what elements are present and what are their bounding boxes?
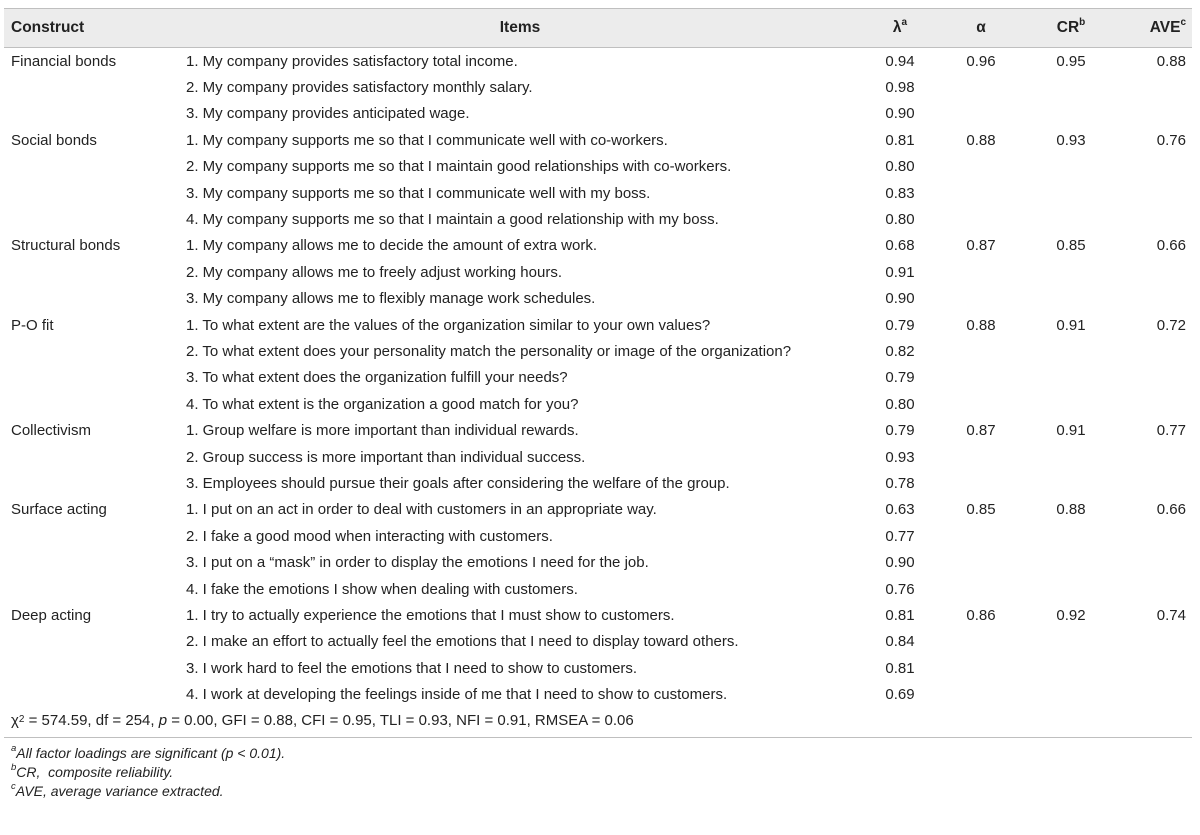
footnote-b (11, 763, 1192, 782)
lambda-cell: 0.90 (885, 105, 915, 123)
ave-cell: 0.72 (1156, 316, 1186, 334)
construct-cell: Surface acting (11, 501, 107, 519)
item-cell: 2. My company provides satisfactory monthly salary. (186, 79, 533, 97)
lambda-cell: 0.79 (885, 316, 915, 334)
cr-cell: 0.93 (1056, 131, 1086, 149)
lambda-cell: 0.63 (885, 501, 915, 519)
footnote-mark: b (11, 762, 17, 774)
lambda-cell: 0.91 (885, 263, 915, 281)
table-row (4, 602, 1192, 628)
item-cell: 1. My company allows me to decide the amount of extra work. (186, 237, 598, 255)
alpha-cell: 0.96 (966, 52, 996, 70)
lambda-cell: 0.93 (885, 448, 915, 466)
alpha-cell: 0.88 (966, 316, 996, 334)
table-row (4, 655, 1192, 681)
table-row (4, 338, 1192, 364)
lambda-cell: 0.83 (885, 184, 915, 202)
chi-symbol: χ (11, 712, 19, 730)
table-row (4, 391, 1192, 417)
header-cr-label: CR (1056, 19, 1080, 36)
table-row (4, 48, 1192, 74)
fit-statistics: χ $^2$ = 574.59, df = 254, p = 0.00, GFI = 0.88, CFI = 0.95, TLI = 0.93, NFI = 0.91, RMSEA = 0.06 (11, 712, 634, 730)
table-row (4, 74, 1192, 100)
alpha-cell: 0.87 (966, 422, 996, 440)
item-cell: 2. To what extent does your personality match the personality or image of the organization? (186, 342, 792, 360)
lambda-cell: 0.84 (885, 633, 915, 651)
alpha-cell: 0.87 (966, 237, 996, 255)
p-symbol: p (158, 712, 168, 730)
lambda-cell: 0.90 (885, 554, 915, 572)
header-ave-sup: c (1180, 16, 1186, 28)
item-cell: 3. To what extent does the organization fulfill your needs? (186, 369, 568, 387)
table-body (4, 48, 1192, 708)
lambda-cell: 0.77 (885, 527, 915, 545)
ave-cell: 0.74 (1156, 606, 1186, 624)
alpha-cell: 0.88 (966, 131, 996, 149)
table-row (4, 444, 1192, 470)
footnote-text: All factor loadings are significant (p < 0.01). (16, 744, 286, 761)
lambda-cell: 0.82 (885, 342, 915, 360)
table-row (4, 365, 1192, 391)
table-row (4, 206, 1192, 232)
footnote-text: AVE, average variance extracted. (15, 782, 224, 799)
item-cell: 3. Employees should pursue their goals after considering the welfare of the group. (186, 474, 730, 492)
table-header-row (4, 9, 1192, 47)
lambda-cell: 0.98 (885, 79, 915, 97)
construct-cell: Social bonds (11, 131, 97, 149)
table-row (4, 154, 1192, 180)
table-row (4, 180, 1192, 206)
footnote-a (11, 744, 1192, 763)
ave-cell: 0.76 (1156, 131, 1186, 149)
item-cell: 4. I fake the emotions I show when dealing with customers. (186, 580, 578, 598)
item-cell: 1. I try to actually experience the emotions that I must show to customers. (186, 606, 675, 624)
header-items: Items (499, 19, 541, 36)
header-alpha: α (976, 19, 986, 36)
table-row (4, 312, 1192, 338)
ave-cell: 0.88 (1156, 52, 1186, 70)
item-cell: 4. To what extent is the organization a good match for you? (186, 395, 579, 413)
table-row (4, 259, 1192, 285)
lambda-cell: 0.76 (885, 580, 915, 598)
measurement-table (4, 8, 1192, 801)
header-lambda-sup: a (901, 16, 908, 28)
table-row (4, 417, 1192, 443)
lambda-cell: 0.68 (885, 237, 915, 255)
construct-cell: Deep acting (11, 606, 92, 624)
construct-cell: Structural bonds (11, 237, 121, 255)
footnotes (4, 738, 1192, 801)
cr-cell: 0.91 (1056, 422, 1086, 440)
item-cell: 3. My company allows me to flexibly manage work schedules. (186, 290, 596, 308)
alpha-cell: 0.86 (966, 606, 996, 624)
item-cell: 2. My company supports me so that I maintain good relationships with co-workers. (186, 158, 732, 176)
item-cell: 2. My company allows me to freely adjust working hours. (186, 263, 562, 281)
ave-cell: 0.66 (1156, 501, 1186, 519)
table-row (4, 523, 1192, 549)
cr-cell: 0.92 (1056, 606, 1086, 624)
construct-cell: Collectivism (11, 422, 92, 440)
table-row (4, 576, 1192, 602)
lambda-cell: 0.81 (885, 659, 915, 677)
item-cell: 1. My company supports me so that I communicate well with co-workers. (186, 131, 668, 149)
header-construct: Construct (11, 19, 85, 36)
item-cell: 4. My company supports me so that I maintain a good relationship with my boss. (186, 211, 719, 229)
lambda-cell: 0.94 (885, 52, 915, 70)
item-cell: 2. I make an effort to actually feel the emotions that I need to display toward others. (186, 633, 739, 651)
table-row (4, 127, 1192, 153)
footnote-mark: a (11, 743, 17, 755)
table-row (4, 470, 1192, 496)
lambda-cell: 0.79 (885, 422, 915, 440)
fit-rest: = 0.00, GFI = 0.88, CFI = 0.95, TLI = 0.93, NFI = 0.91, RMSEA = 0.06 (167, 712, 634, 730)
cr-cell: 0.95 (1056, 52, 1086, 70)
item-cell: 3. I work hard to feel the emotions that I need to show to customers. (186, 659, 638, 677)
table-row (4, 681, 1192, 707)
header-ave (1116, 16, 1192, 37)
lambda-cell: 0.80 (885, 211, 915, 229)
table-row (4, 497, 1192, 523)
footnote-mark: c (11, 781, 16, 793)
table-row (4, 101, 1192, 127)
header-ave-label: AVE (1149, 19, 1181, 36)
construct-cell: Financial bonds (11, 52, 117, 70)
item-cell: 3. I put on a “mask” in order to display the emotions I need for the job. (186, 554, 649, 572)
construct-cell: P-O fit (11, 316, 54, 334)
lambda-cell: 0.90 (885, 290, 915, 308)
cr-cell: 0.91 (1056, 316, 1086, 334)
lambda-cell: 0.81 (885, 131, 915, 149)
lambda-cell: 0.78 (885, 474, 915, 492)
item-cell: 3. My company supports me so that I communicate well with my boss. (186, 184, 651, 202)
header-lambda-label: λ (892, 19, 902, 36)
lambda-cell: 0.69 (885, 686, 915, 704)
item-cell: 1. To what extent are the values of the organization similar to your own values? (186, 316, 711, 334)
cr-cell: 0.88 (1056, 501, 1086, 519)
ave-cell: 0.77 (1156, 422, 1186, 440)
header-lambda (864, 16, 936, 37)
footnote-text: CR, composite reliability. (16, 763, 174, 780)
alpha-cell: 0.85 (966, 501, 996, 519)
table-row (4, 286, 1192, 312)
item-cell: 1. My company provides satisfactory total income. (186, 52, 518, 70)
lambda-cell: 0.80 (885, 158, 915, 176)
table-row (4, 549, 1192, 575)
lambda-cell: 0.80 (885, 395, 915, 413)
table-row (4, 233, 1192, 259)
chi-value: = 574.59, df = 254, (24, 712, 159, 730)
lambda-cell: 0.79 (885, 369, 915, 387)
cr-cell: 0.85 (1056, 237, 1086, 255)
item-cell: 2. I fake a good mood when interacting with customers. (186, 527, 553, 545)
header-cr-sup: b (1079, 16, 1086, 28)
item-cell: 3. My company provides anticipated wage. (186, 105, 470, 123)
item-cell: 4. I work at developing the feelings inside of me that I need to show to customers. (186, 686, 728, 704)
lambda-cell: 0.81 (885, 606, 915, 624)
ave-cell: 0.66 (1156, 237, 1186, 255)
footnote-c (11, 782, 1192, 801)
table-row (4, 629, 1192, 655)
item-cell: 1. I put on an act in order to deal with customers in an appropriate way. (186, 501, 657, 519)
item-cell: 1. Group welfare is more important than individual rewards. (186, 422, 579, 440)
item-cell: 2. Group success is more important than individual success. (186, 448, 586, 466)
header-cr (1026, 16, 1116, 37)
